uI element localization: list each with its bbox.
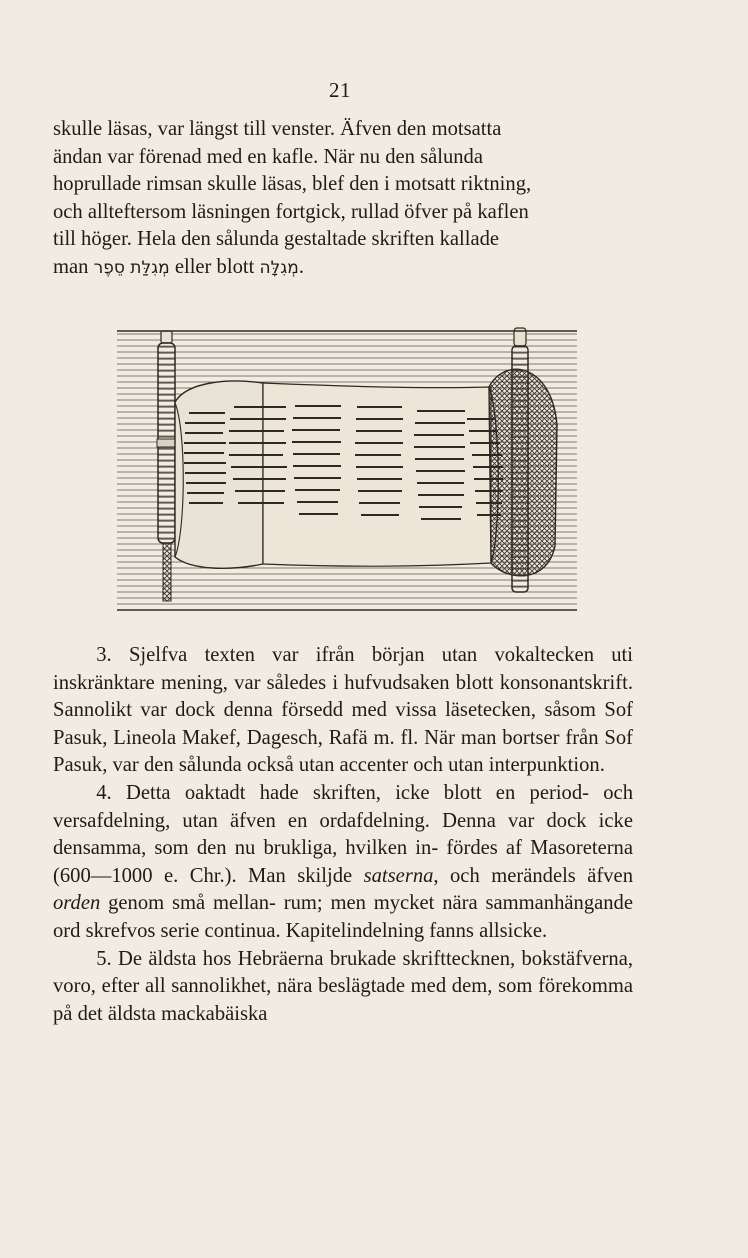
hebrew-term-megillat-sefer: מְגִלַּת סֵפֶר: [93, 257, 170, 278]
intro-line-2: ändan var förenad med en kafle. När nu den sålunda: [53, 145, 483, 168]
page-number: 21: [329, 78, 351, 102]
section-4-text-a: 4. Detta oaktadt hade skriften, icke blott en period- och versafdelning, utan äfven en ordafdelning. Denna var dock icke densamma, som den nu brukliga, hvilken in- fördes af Masoreterna (600—1000 e. Chr.). Man skiljde: [53, 781, 633, 887]
main-text-block: [53, 642, 633, 1028]
intro-line-6-middle: eller blott: [174, 255, 255, 278]
intro-line-6: [53, 254, 633, 283]
torah-scroll-engraving: [117, 326, 577, 620]
section-4-paragraph: [53, 780, 633, 946]
section-3-paragraph: 3. Sjelfva texten var ifrån början utan vokaltecken uti inskränktare mening, var således i hufvudsaken blott konsonantskrift. Sannolikt var dock denna försedd med vissa läsetecken, såsom Sof Pasuk, Lineola Makef, Dagesch, Rafä m. fl. När man bortser från Sof Pasuk, var den sålunda också utan accenter och utan interpunktion.: [53, 644, 633, 777]
intro-line-6-end: .: [298, 255, 304, 278]
intro-line-3: hoprullade rimsan skulle läsas, blef den i motsatt riktning,: [53, 173, 532, 196]
section-4-text-b: , och merändels äfven: [433, 864, 633, 887]
intro-line-5: till höger. Hela den sålunda gestaltade skriften kallade: [53, 228, 500, 251]
hebrew-term-megillah: מְגִלָּה: [259, 257, 299, 278]
intro-line-1: skulle läsas, var längst till venster. Äfven den motsatta: [53, 118, 502, 140]
section-5-paragraph: 5. De äldsta hos Hebräerna brukade skrifttecknen, bokstäfverna, voro, efter all sannolikhet, nära beslägtade med dem, som förekomma på det äldsta mackabäiska: [53, 947, 633, 1025]
torah-scroll-engraving-icon: [117, 326, 577, 620]
intro-line-6-start: man: [53, 255, 89, 278]
intro-paragraph: [53, 116, 633, 283]
section-4-emphasis-orden: orden: [53, 892, 101, 915]
section-4-text-c: genom små mellan- rum; men mycket nära sammanhängande ord skrefvos serie continua. Kapitelindelning fanns allsicke.: [53, 892, 633, 942]
intro-line-4: och allteftersom läsningen fortgick, rullad öfver på kaflen: [53, 200, 529, 223]
section-4-emphasis-satserna: satserna: [363, 864, 434, 887]
